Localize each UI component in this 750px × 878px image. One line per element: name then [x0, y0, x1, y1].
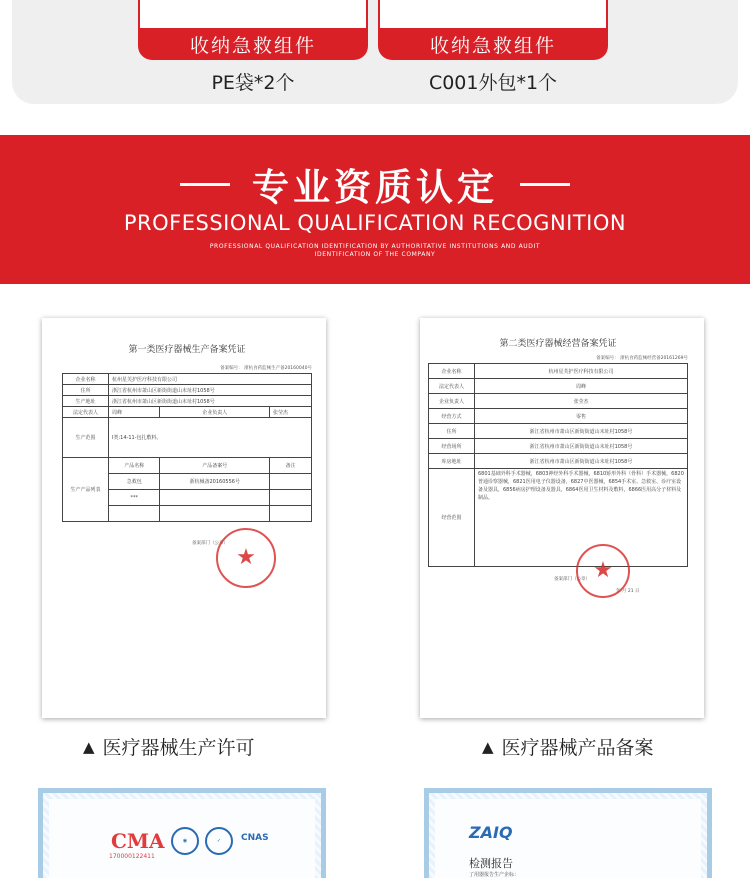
row-label: 企业负责人	[429, 394, 475, 409]
kit-item-outer-pack	[378, 0, 608, 95]
table-row	[429, 394, 688, 409]
table-row	[63, 396, 312, 407]
report-title: 检测报告	[469, 857, 513, 870]
col-header: 备注	[269, 458, 311, 474]
label-product-filing	[482, 733, 654, 760]
label-text: 医疗器械生产许可	[102, 737, 255, 759]
row-label: 生产地址	[63, 396, 109, 407]
cert-title: 第二类医疗器械经营备案凭证	[499, 339, 617, 349]
row-value: 张莹杰	[269, 407, 311, 418]
triangle-icon: ▲	[83, 737, 95, 756]
kit-caption: PE袋*2个	[211, 72, 295, 94]
table-row	[63, 374, 312, 385]
production-filing-certificate	[42, 318, 326, 718]
row-label: 企业名称	[63, 374, 109, 385]
row-value: 零售	[475, 409, 688, 424]
cell	[160, 506, 270, 522]
row-value: 浙江省杭州市萧山区新街街道山末址村1058号	[475, 454, 688, 469]
inspection-report	[424, 788, 712, 878]
table-row	[63, 385, 312, 396]
cert-date: 年 月 21 日	[616, 589, 640, 594]
kit-item-pe-bag	[138, 0, 368, 95]
banner-title-row	[0, 157, 750, 211]
row-value: 浙江省杭州市萧山区新街街道山末址村1058号	[109, 396, 312, 407]
cert-footer: 备案部门（公章）	[554, 577, 590, 582]
row-label: 库房地址	[429, 454, 475, 469]
table-row	[429, 379, 688, 394]
row-value: 杭州星芙护医疗科技有限公司	[109, 374, 312, 385]
row-value: 周峰	[109, 407, 160, 418]
zaiq-logo: ZAIQ	[469, 823, 513, 842]
cell: 急救包	[109, 474, 160, 490]
star-icon: ★	[593, 558, 613, 583]
title-dash-right	[520, 183, 570, 186]
col-header: 产品备案号	[160, 458, 270, 474]
row-label: 住所	[429, 424, 475, 439]
table-row	[429, 469, 688, 567]
table-row	[429, 409, 688, 424]
kit-photo	[378, 0, 608, 28]
cert-table	[62, 373, 312, 522]
table-row	[63, 458, 312, 474]
table-row	[63, 418, 312, 458]
accreditation-badge-icon: ◉	[171, 827, 199, 855]
row-value: I类:14-11-包扎敷料。	[109, 418, 312, 458]
cell	[269, 490, 311, 506]
cell: 浙杭械备20160556号	[160, 474, 270, 490]
row-label: 企业负责人	[160, 407, 270, 418]
kit-caption: C001外包*1个	[428, 72, 558, 94]
cma-logo: CMA	[111, 829, 165, 853]
red-seal-stamp	[576, 544, 630, 598]
row-label: 法定代表人	[429, 379, 475, 394]
cell	[269, 506, 311, 522]
row-label: 法定代表人	[63, 407, 109, 418]
row-label: 经营方式	[429, 409, 475, 424]
banner-title: 专业资质认定	[252, 166, 498, 209]
red-seal-stamp	[216, 528, 276, 588]
table-row	[63, 407, 312, 418]
qualification-banner	[0, 135, 750, 284]
kit-photo	[138, 0, 368, 28]
star-icon: ★	[236, 545, 256, 570]
row-label: 经营场所	[429, 439, 475, 454]
inspection-certificate-cma	[38, 788, 326, 878]
row-value: 6801基础外科手术器械，6803神经外科手术器械，6810矫形外科（骨科）手术器械，6820普通诊察器械，6821医用电子仪器设备，6827中医器械，6854手术室、急救室、诊疗室设备及器具，6856病房护理设备及器具，6864医用卫生材料及敷料，6866医用高分子材料及制品。	[475, 469, 688, 567]
row-value: 浙江省杭州市萧山区新街街道山末址村1058号	[475, 439, 688, 454]
cert-title: 第一类医疗器械生产备案凭证	[128, 345, 246, 355]
cert-number: 备案编号： 浙杭食药监械经营备20161269号	[596, 356, 688, 361]
cma-number: 170000122411	[109, 853, 155, 860]
row-label: 生产产品列表	[63, 458, 109, 522]
cnas-logo: CNAS	[241, 833, 269, 843]
triangle-icon: ▲	[482, 737, 494, 756]
table-row	[429, 454, 688, 469]
report-subtitle: 了用器报告生产企标：	[469, 872, 520, 878]
banner-en-title: PROFESSIONAL QUALIFICATION RECOGNITION	[123, 211, 627, 235]
label-text: 医疗器械产品备案	[501, 737, 654, 759]
kit-band-label: 收纳急救组件	[378, 28, 608, 60]
row-value: 浙江省杭州市萧山区新街街道山末址村1058号	[475, 424, 688, 439]
cell	[160, 490, 270, 506]
cert-table	[428, 363, 688, 567]
title-dash-left	[180, 183, 230, 186]
col-header: 产品名称	[109, 458, 160, 474]
cert-footer: 备案部门（公章）	[192, 541, 228, 546]
product-components-card	[12, 0, 738, 104]
cell	[109, 506, 160, 522]
row-label: 生产范围	[63, 418, 109, 458]
kit-band-label: 收纳急救组件	[138, 28, 368, 60]
table-row	[429, 424, 688, 439]
row-value: 浙江省杭州市萧山区新街街道山末址村1058号	[109, 385, 312, 396]
cell: ***	[109, 490, 160, 506]
cert-number: 备案编号： 浙杭食药监械生产备20160040号	[220, 366, 312, 371]
table-row	[429, 439, 688, 454]
row-label: 经营范围	[429, 469, 475, 567]
cell	[269, 474, 311, 490]
table-row	[429, 364, 688, 379]
label-production-license	[83, 733, 255, 760]
row-label: 企业名称	[429, 364, 475, 379]
row-label: 住所	[63, 385, 109, 396]
row-value: 杭州星芙护医疗科技有限公司	[475, 364, 688, 379]
banner-en-subtitle: PROFESSIONAL QUALIFICATION IDENTIFICATION BY AUTHORITATIVE INSTITUTIONS AND AUDIT IDENTIFICATION OF THE COMPANY	[209, 243, 541, 258]
business-filing-certificate	[420, 318, 704, 718]
row-value: 张莹杰	[475, 394, 688, 409]
cnas-badge-icon: ✓	[205, 827, 233, 855]
row-value: 周峰	[475, 379, 688, 394]
